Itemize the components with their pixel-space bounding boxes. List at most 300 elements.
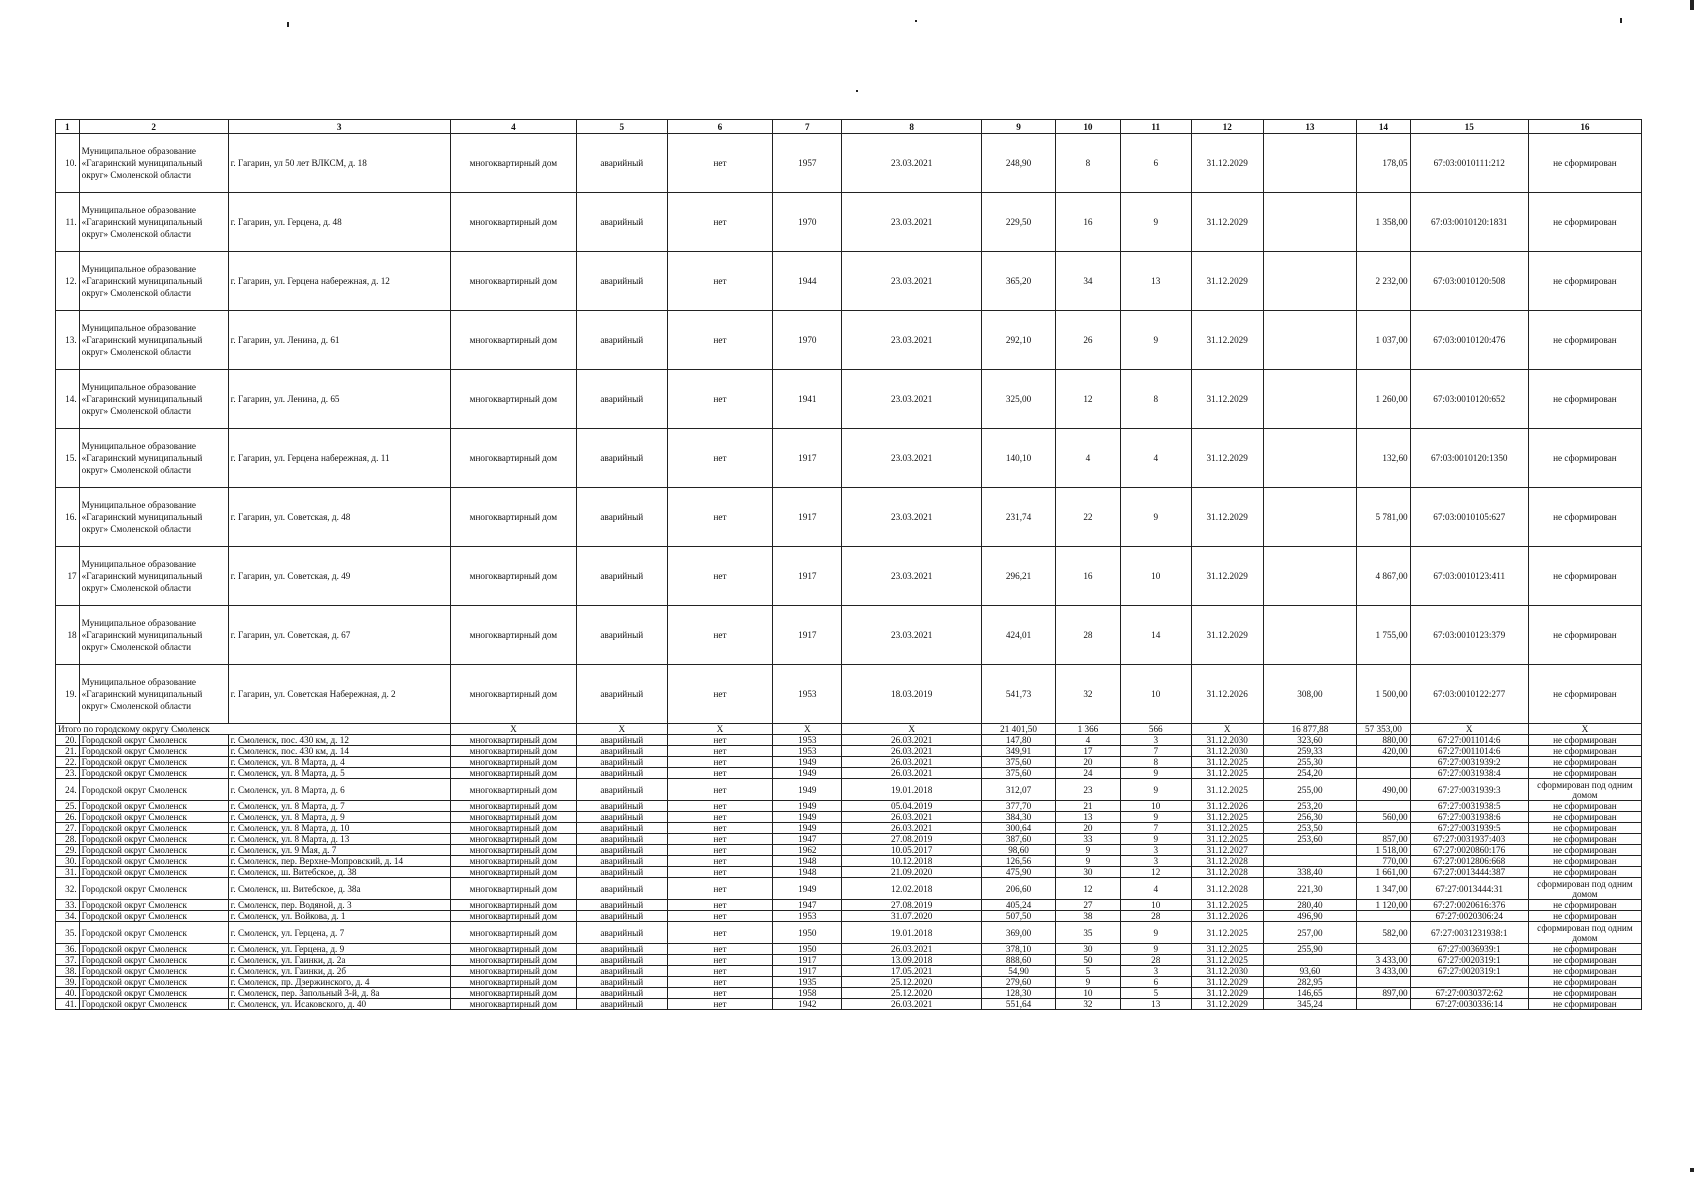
- cell-condition: аварийный: [577, 834, 667, 845]
- cell-building-type: многоквартирный дом: [450, 845, 576, 856]
- table-row: [56, 488, 1642, 547]
- cell-cadastral-number: 67:03:0010120:652: [1410, 370, 1528, 429]
- cell-row-number: 18: [56, 606, 80, 665]
- total-cell-resettlement-date: X: [1191, 724, 1263, 735]
- cell-residents: 4: [1056, 735, 1121, 746]
- cell-condition: аварийный: [577, 746, 667, 757]
- cell-municipality: Муниципальное образование «Гагаринский муниципальный округ» Смоленской области: [79, 429, 228, 488]
- col-header: 15: [1410, 120, 1528, 134]
- cell-build-year: 1950: [773, 944, 842, 955]
- cell-area: 98,60: [982, 845, 1056, 856]
- cell-status: нет: [667, 768, 773, 779]
- cell-land-status: не сформирован: [1528, 966, 1641, 977]
- cell-row-number: 24.: [56, 779, 80, 801]
- cell-status: нет: [667, 823, 773, 834]
- cell-build-year: 1953: [773, 911, 842, 922]
- cell-municipality: Городской округ Смоленск: [79, 768, 228, 779]
- cell-area: 424,01: [982, 606, 1056, 665]
- cell-building-type: многоквартирный дом: [450, 812, 576, 823]
- cell-cadastral-number: 67:03:0010120:476: [1410, 311, 1528, 370]
- cell-municipality: Городской округ Смоленск: [79, 977, 228, 988]
- cell-area: 325,00: [982, 370, 1056, 429]
- col-header: 9: [982, 120, 1056, 134]
- cell-municipality: Городской округ Смоленск: [79, 922, 228, 944]
- table-row: [56, 134, 1642, 193]
- cell-building-type: многоквартирный дом: [450, 768, 576, 779]
- total-cell-recognition-date: X: [842, 724, 982, 735]
- cell-address: г. Гагарин, ул. Ленина, д. 61: [228, 311, 450, 370]
- cell-condition: аварийный: [577, 768, 667, 779]
- cell-building-type: многоквартирный дом: [450, 955, 576, 966]
- cell-building-type: многоквартирный дом: [450, 856, 576, 867]
- cell-land-status: не сформирован: [1528, 834, 1641, 845]
- cell-row-number: 34.: [56, 911, 80, 922]
- cell-cadastral-number: 67:27:0031939:5: [1410, 823, 1528, 834]
- cell-recognition-date: 26.03.2021: [842, 999, 982, 1010]
- cell-condition: аварийный: [577, 845, 667, 856]
- cell-land-status: не сформирован: [1528, 812, 1641, 823]
- total-cell-land-status: X: [1528, 724, 1641, 735]
- cell-area: 365,20: [982, 252, 1056, 311]
- table-row: [56, 911, 1642, 922]
- cell-recognition-date: 23.03.2021: [842, 429, 982, 488]
- table-row: [56, 311, 1642, 370]
- cell-status: нет: [667, 547, 773, 606]
- cell-condition: аварийный: [577, 193, 667, 252]
- table-row: [56, 735, 1642, 746]
- cell-residents: 12: [1056, 878, 1121, 900]
- cell-resettlement-date: 31.12.2025: [1191, 823, 1263, 834]
- table-row: [56, 801, 1642, 812]
- cell-building-type: многоквартирный дом: [450, 878, 576, 900]
- cell-row-number: 12.: [56, 252, 80, 311]
- cell-cost: 255,00: [1263, 779, 1357, 801]
- cell-status: нет: [667, 845, 773, 856]
- cell-area: 375,60: [982, 768, 1056, 779]
- cell-resettlement-date: 31.12.2026: [1191, 665, 1263, 724]
- scan-speck: [915, 20, 917, 22]
- cell-building-type: многоквартирный дом: [450, 429, 576, 488]
- table-row: [56, 999, 1642, 1010]
- cell-residents: 20: [1056, 757, 1121, 768]
- cell-address: г. Смоленск, ул. Герцена, д. 9: [228, 944, 450, 955]
- cell-resettlement-date: 31.12.2029: [1191, 547, 1263, 606]
- cell-status: нет: [667, 922, 773, 944]
- cell-cost: [1263, 547, 1357, 606]
- cell-cadastral-number: [1410, 977, 1528, 988]
- cell-area: 405,24: [982, 900, 1056, 911]
- cell-build-year: 1949: [773, 768, 842, 779]
- cell-land-status: не сформирован: [1528, 801, 1641, 812]
- cell-apartments: 13: [1120, 252, 1191, 311]
- cell-building-type: многоквартирный дом: [450, 944, 576, 955]
- cell-build-year: 1947: [773, 834, 842, 845]
- cell-apartments: 8: [1120, 757, 1191, 768]
- cell-status: нет: [667, 757, 773, 768]
- cell-cost: [1263, 429, 1357, 488]
- total-cell-residents: 1 366: [1056, 724, 1121, 735]
- cell-cadastral-number: 67:27:0031939:3: [1410, 779, 1528, 801]
- cell-address: г. Гагарин, ул. Ленина, д. 65: [228, 370, 450, 429]
- cell-land-status: не сформирован: [1528, 823, 1641, 834]
- cell-apartments: 9: [1120, 779, 1191, 801]
- cell-municipality: Городской округ Смоленск: [79, 911, 228, 922]
- table-row: [56, 370, 1642, 429]
- cell-land-area: 1 037,00: [1357, 311, 1410, 370]
- cell-land-area: 178,05: [1357, 134, 1410, 193]
- cell-row-number: 38.: [56, 966, 80, 977]
- cell-area: 369,00: [982, 922, 1056, 944]
- cell-apartments: 10: [1120, 665, 1191, 724]
- cell-residents: 9: [1056, 856, 1121, 867]
- scan-speck: [1620, 18, 1622, 23]
- cell-resettlement-date: 31.12.2030: [1191, 746, 1263, 757]
- cell-cadastral-number: 67:27:0036939:1: [1410, 944, 1528, 955]
- cell-cost: [1263, 955, 1357, 966]
- cell-cost: 255,90: [1263, 944, 1357, 955]
- cell-area: 126,56: [982, 856, 1056, 867]
- cell-status: нет: [667, 977, 773, 988]
- cell-land-status: не сформирован: [1528, 911, 1641, 922]
- cell-building-type: многоквартирный дом: [450, 735, 576, 746]
- table-row: [56, 429, 1642, 488]
- cell-residents: 34: [1056, 252, 1121, 311]
- cell-cadastral-number: 67:03:0010122:277: [1410, 665, 1528, 724]
- cell-municipality: Городской округ Смоленск: [79, 966, 228, 977]
- cell-apartments: 10: [1120, 547, 1191, 606]
- cell-recognition-date: 26.03.2021: [842, 944, 982, 955]
- cell-row-number: 16.: [56, 488, 80, 547]
- cell-address: г. Смоленск, ш. Витебское, д. 38: [228, 867, 450, 878]
- cell-land-status: не сформирован: [1528, 735, 1641, 746]
- cell-land-area: 1 358,00: [1357, 193, 1410, 252]
- cell-land-area: [1357, 999, 1410, 1010]
- cell-condition: аварийный: [577, 955, 667, 966]
- col-header: 7: [773, 120, 842, 134]
- table-row: [56, 966, 1642, 977]
- cell-condition: аварийный: [577, 856, 667, 867]
- cell-area: 551,64: [982, 999, 1056, 1010]
- cell-recognition-date: 23.03.2021: [842, 134, 982, 193]
- cell-condition: аварийный: [577, 311, 667, 370]
- cell-build-year: 1917: [773, 429, 842, 488]
- cell-build-year: 1958: [773, 988, 842, 999]
- cell-land-status: не сформирован: [1528, 955, 1641, 966]
- cell-apartments: 10: [1120, 801, 1191, 812]
- cell-building-type: многоквартирный дом: [450, 746, 576, 757]
- cell-cadastral-number: 67:27:0013444:387: [1410, 867, 1528, 878]
- cell-condition: аварийный: [577, 547, 667, 606]
- cell-area: 387,60: [982, 834, 1056, 845]
- cell-build-year: 1949: [773, 823, 842, 834]
- cell-condition: аварийный: [577, 370, 667, 429]
- cell-status: нет: [667, 966, 773, 977]
- cell-land-status: не сформирован: [1528, 665, 1641, 724]
- cell-residents: 23: [1056, 779, 1121, 801]
- table-row: [56, 834, 1642, 845]
- cell-status: нет: [667, 878, 773, 900]
- cell-municipality: Городской округ Смоленск: [79, 999, 228, 1010]
- cell-building-type: многоквартирный дом: [450, 900, 576, 911]
- cell-building-type: многоквартирный дом: [450, 488, 576, 547]
- cell-cadastral-number: 67:27:0031939:2: [1410, 757, 1528, 768]
- cell-row-number: 10.: [56, 134, 80, 193]
- cell-apartments: 3: [1120, 735, 1191, 746]
- cell-residents: 22: [1056, 488, 1121, 547]
- cell-building-type: многоквартирный дом: [450, 823, 576, 834]
- cell-status: нет: [667, 429, 773, 488]
- cell-residents: 12: [1056, 370, 1121, 429]
- cell-municipality: Городской округ Смоленск: [79, 801, 228, 812]
- col-header: 8: [842, 120, 982, 134]
- cell-land-area: 1 347,00: [1357, 878, 1410, 900]
- cell-land-area: [1357, 911, 1410, 922]
- total-cell-land-area: 57 353,00: [1357, 724, 1410, 735]
- cell-land-area: 1 661,00: [1357, 867, 1410, 878]
- cell-apartments: 28: [1120, 911, 1191, 922]
- cell-residents: 16: [1056, 193, 1121, 252]
- cell-area: 140,10: [982, 429, 1056, 488]
- cell-area: 296,21: [982, 547, 1056, 606]
- cell-row-number: 39.: [56, 977, 80, 988]
- cell-municipality: Городской округ Смоленск: [79, 812, 228, 823]
- cell-land-area: 3 433,00: [1357, 955, 1410, 966]
- cell-build-year: 1949: [773, 878, 842, 900]
- cell-resettlement-date: 31.12.2029: [1191, 999, 1263, 1010]
- cell-resettlement-date: 31.12.2030: [1191, 966, 1263, 977]
- cell-land-status: не сформирован: [1528, 856, 1641, 867]
- cell-address: г. Смоленск, пер. Верхне-Мопровский, д. 14: [228, 856, 450, 867]
- table-row: [56, 193, 1642, 252]
- cell-recognition-date: 21.09.2020: [842, 867, 982, 878]
- cell-row-number: 29.: [56, 845, 80, 856]
- cell-condition: аварийный: [577, 867, 667, 878]
- cell-condition: аварийный: [577, 488, 667, 547]
- cell-municipality: Городской округ Смоленск: [79, 856, 228, 867]
- cell-resettlement-date: 31.12.2029: [1191, 193, 1263, 252]
- cell-area: 128,30: [982, 988, 1056, 999]
- cell-apartments: 10: [1120, 900, 1191, 911]
- cell-condition: аварийный: [577, 665, 667, 724]
- col-header: 5: [577, 120, 667, 134]
- cell-recognition-date: 23.03.2021: [842, 547, 982, 606]
- cell-status: нет: [667, 488, 773, 547]
- cell-resettlement-date: 31.12.2027: [1191, 845, 1263, 856]
- total-cell-area: 21 401,50: [982, 724, 1056, 735]
- cell-apartments: 9: [1120, 922, 1191, 944]
- cell-build-year: 1949: [773, 812, 842, 823]
- cell-land-status: сформирован под одним домом: [1528, 878, 1641, 900]
- cell-address: г. Смоленск, ул. 9 Мая, д. 7: [228, 845, 450, 856]
- cell-status: нет: [667, 812, 773, 823]
- cell-status: нет: [667, 944, 773, 955]
- table-row: [56, 900, 1642, 911]
- cell-land-area: [1357, 977, 1410, 988]
- cell-land-area: 1 500,00: [1357, 665, 1410, 724]
- cell-residents: 24: [1056, 768, 1121, 779]
- cell-apartments: 9: [1120, 768, 1191, 779]
- cell-land-area: 1 755,00: [1357, 606, 1410, 665]
- cell-cadastral-number: 67:03:0010120:1831: [1410, 193, 1528, 252]
- cell-cadastral-number: 67:27:0012806:668: [1410, 856, 1528, 867]
- cell-building-type: многоквартирный дом: [450, 911, 576, 922]
- cell-land-area: 1 260,00: [1357, 370, 1410, 429]
- cell-condition: аварийный: [577, 606, 667, 665]
- cell-residents: 20: [1056, 823, 1121, 834]
- cell-residents: 13: [1056, 812, 1121, 823]
- cell-address: г. Гагарин, ул. Советская, д. 48: [228, 488, 450, 547]
- table-row: [56, 768, 1642, 779]
- cell-build-year: 1953: [773, 746, 842, 757]
- cell-land-area: [1357, 768, 1410, 779]
- cell-land-area: 4 867,00: [1357, 547, 1410, 606]
- table-row: [56, 746, 1642, 757]
- cell-land-area: 2 232,00: [1357, 252, 1410, 311]
- cell-status: нет: [667, 311, 773, 370]
- cell-land-status: не сформирован: [1528, 977, 1641, 988]
- total-cell-apartments: 566: [1120, 724, 1191, 735]
- cell-address: г. Смоленск, ул. 8 Марта, д. 9: [228, 812, 450, 823]
- cell-building-type: многоквартирный дом: [450, 757, 576, 768]
- cell-residents: 9: [1056, 845, 1121, 856]
- cell-status: нет: [667, 900, 773, 911]
- cell-building-type: многоквартирный дом: [450, 922, 576, 944]
- cell-status: нет: [667, 955, 773, 966]
- cell-land-area: 560,00: [1357, 812, 1410, 823]
- cell-apartments: 9: [1120, 193, 1191, 252]
- cell-municipality: Муниципальное образование «Гагаринский муниципальный округ» Смоленской области: [79, 311, 228, 370]
- cell-build-year: 1953: [773, 735, 842, 746]
- cell-land-status: не сформирован: [1528, 193, 1641, 252]
- cell-land-area: [1357, 944, 1410, 955]
- cell-apartments: 7: [1120, 746, 1191, 757]
- cell-residents: 4: [1056, 429, 1121, 488]
- col-header: 3: [228, 120, 450, 134]
- scan-speck: [1690, 1168, 1694, 1172]
- cell-cost: 257,00: [1263, 922, 1357, 944]
- cell-condition: аварийный: [577, 812, 667, 823]
- cell-land-area: 3 433,00: [1357, 966, 1410, 977]
- cell-residents: 26: [1056, 311, 1121, 370]
- cell-status: нет: [667, 779, 773, 801]
- cell-condition: аварийный: [577, 988, 667, 999]
- cell-residents: 28: [1056, 606, 1121, 665]
- cell-land-area: 582,00: [1357, 922, 1410, 944]
- cell-building-type: многоквартирный дом: [450, 547, 576, 606]
- cell-address: г. Смоленск, пер. Запольный 3-й, д. 8а: [228, 988, 450, 999]
- cell-recognition-date: 23.03.2021: [842, 311, 982, 370]
- cell-land-area: 1 120,00: [1357, 900, 1410, 911]
- cell-residents: 35: [1056, 922, 1121, 944]
- cell-area: 248,90: [982, 134, 1056, 193]
- cell-residents: 21: [1056, 801, 1121, 812]
- cell-cost: 221,30: [1263, 878, 1357, 900]
- cell-municipality: Муниципальное образование «Гагаринский муниципальный округ» Смоленской области: [79, 665, 228, 724]
- cell-cost: 93,60: [1263, 966, 1357, 977]
- cell-area: 888,60: [982, 955, 1056, 966]
- cell-municipality: Городской округ Смоленск: [79, 746, 228, 757]
- cell-status: нет: [667, 999, 773, 1010]
- table-row: [56, 823, 1642, 834]
- col-header: 2: [79, 120, 228, 134]
- cell-recognition-date: 27.08.2019: [842, 900, 982, 911]
- cell-land-status: не сформирован: [1528, 488, 1641, 547]
- cell-land-status: не сформирован: [1528, 606, 1641, 665]
- cell-land-status: не сформирован: [1528, 867, 1641, 878]
- col-header: 1: [56, 120, 80, 134]
- cell-land-status: сформирован под одним домом: [1528, 779, 1641, 801]
- table-row: [56, 922, 1642, 944]
- cell-recognition-date: 19.01.2018: [842, 779, 982, 801]
- cell-building-type: многоквартирный дом: [450, 665, 576, 724]
- cell-land-status: не сформирован: [1528, 768, 1641, 779]
- cell-row-number: 35.: [56, 922, 80, 944]
- cell-land-status: не сформирован: [1528, 900, 1641, 911]
- cell-municipality: Муниципальное образование «Гагаринский муниципальный округ» Смоленской области: [79, 606, 228, 665]
- cell-condition: аварийный: [577, 966, 667, 977]
- cell-residents: 30: [1056, 944, 1121, 955]
- cell-municipality: Городской округ Смоленск: [79, 900, 228, 911]
- cell-address: г. Смоленск, ул. 8 Марта, д. 10: [228, 823, 450, 834]
- cell-condition: аварийный: [577, 999, 667, 1010]
- cell-row-number: 32.: [56, 878, 80, 900]
- cell-apartments: 3: [1120, 966, 1191, 977]
- col-header: 4: [450, 120, 576, 134]
- cell-resettlement-date: 31.12.2029: [1191, 134, 1263, 193]
- table-row: [56, 845, 1642, 856]
- cell-area: 231,74: [982, 488, 1056, 547]
- cell-resettlement-date: 31.12.2025: [1191, 834, 1263, 845]
- cell-build-year: 1962: [773, 845, 842, 856]
- cell-address: г. Гагарин, ул 50 лет ВЛКСМ, д. 18: [228, 134, 450, 193]
- cell-residents: 30: [1056, 867, 1121, 878]
- cell-land-area: [1357, 801, 1410, 812]
- cell-land-area: 1 518,00: [1357, 845, 1410, 856]
- cell-recognition-date: 23.03.2021: [842, 193, 982, 252]
- cell-row-number: 13.: [56, 311, 80, 370]
- cell-cost: 253,20: [1263, 801, 1357, 812]
- scan-speck: [1690, 0, 1694, 10]
- cell-row-number: 14.: [56, 370, 80, 429]
- cell-building-type: многоквартирный дом: [450, 606, 576, 665]
- cell-build-year: 1949: [773, 801, 842, 812]
- cell-residents: 9: [1056, 977, 1121, 988]
- cell-apartments: 7: [1120, 823, 1191, 834]
- cell-resettlement-date: 31.12.2025: [1191, 900, 1263, 911]
- cell-building-type: многоквартирный дом: [450, 999, 576, 1010]
- cell-building-type: многоквартирный дом: [450, 834, 576, 845]
- cell-residents: 10: [1056, 988, 1121, 999]
- cell-recognition-date: 10.05.2017: [842, 845, 982, 856]
- cell-municipality: Муниципальное образование «Гагаринский муниципальный округ» Смоленской области: [79, 547, 228, 606]
- cell-build-year: 1935: [773, 977, 842, 988]
- cell-row-number: 40.: [56, 988, 80, 999]
- cell-cost: [1263, 606, 1357, 665]
- cell-row-number: 30.: [56, 856, 80, 867]
- cell-resettlement-date: 31.12.2029: [1191, 370, 1263, 429]
- col-header: 10: [1056, 120, 1121, 134]
- cell-cost: 256,30: [1263, 812, 1357, 823]
- cell-resettlement-date: 31.12.2029: [1191, 252, 1263, 311]
- cell-row-number: 27.: [56, 823, 80, 834]
- cell-address: г. Смоленск, пер. Водяной, д. 3: [228, 900, 450, 911]
- cell-status: нет: [667, 134, 773, 193]
- cell-build-year: 1917: [773, 488, 842, 547]
- cell-land-status: не сформирован: [1528, 429, 1641, 488]
- cell-land-area: 490,00: [1357, 779, 1410, 801]
- cell-resettlement-date: 31.12.2029: [1191, 429, 1263, 488]
- cell-cost: 253,50: [1263, 823, 1357, 834]
